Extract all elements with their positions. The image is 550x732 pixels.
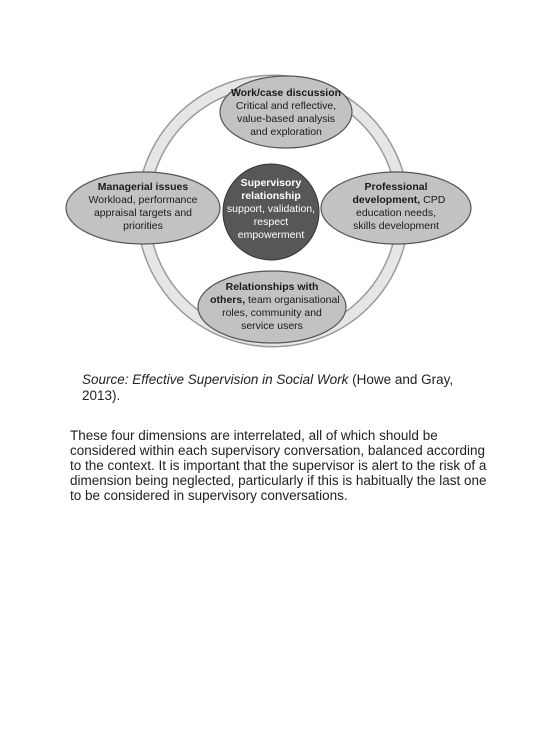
node-work-title: Work/case discussion <box>230 87 342 99</box>
node-relationships-title: Relationships with <box>225 281 319 293</box>
node-managerial-issues <box>66 172 220 244</box>
body-paragraph: These four dimensions are interrelated, all of which should be considered within each supervisory conversation, balanced according to the context. It is important that the supervisor is alert to the risk of a dimension being neglected, particularly if this is habitually the last one to be considered in supervisory conversations. <box>70 428 487 503</box>
node-professional-rest: CPD <box>420 194 446 206</box>
node-professional-line-2 <box>332 194 460 206</box>
node-professional-title: Professional <box>364 181 428 193</box>
figure-caption <box>82 372 462 404</box>
node-relationships-line-3: roles, community and <box>222 307 322 319</box>
node-work-line-1: Critical and reflective, <box>235 100 337 112</box>
node-work-line-3: and exploration <box>250 126 322 138</box>
node-relationships-line-4: service users <box>241 320 303 332</box>
node-work-case-discussion <box>220 76 352 148</box>
node-relationships-rest: team organisational <box>245 294 340 306</box>
node-supervisory-relationship <box>223 164 319 260</box>
caption-title: Effective Supervision in Social Work <box>132 372 349 387</box>
node-managerial-line-2: appraisal targets and <box>93 207 193 219</box>
node-professional-title-2: development, <box>352 194 421 206</box>
node-work-line-2: value-based analysis <box>236 113 336 125</box>
supervision-diagram <box>0 0 550 360</box>
node-center-title-1: Supervisory <box>240 177 302 189</box>
node-managerial-line-1: Workload, performance <box>88 194 198 206</box>
node-center-line-2: respect <box>253 216 289 228</box>
node-managerial-title: Managerial issues <box>97 181 189 193</box>
node-professional-development <box>321 172 471 244</box>
caption-prefix: Source: <box>82 372 133 387</box>
node-professional-line-3: education needs, <box>356 207 436 219</box>
caption-rest: (Howe and Gray, 2013). <box>82 372 454 403</box>
node-relationships-line-2 <box>190 294 355 306</box>
node-center-line-1: support, validation, <box>226 203 316 215</box>
node-center-line-3: empowerment <box>237 229 305 241</box>
node-relationships-title-2: others, <box>210 294 246 306</box>
node-managerial-line-3: priorities <box>123 220 163 232</box>
node-center-title-2: relationship <box>241 190 301 202</box>
node-professional-line-4: skills development <box>353 220 439 232</box>
